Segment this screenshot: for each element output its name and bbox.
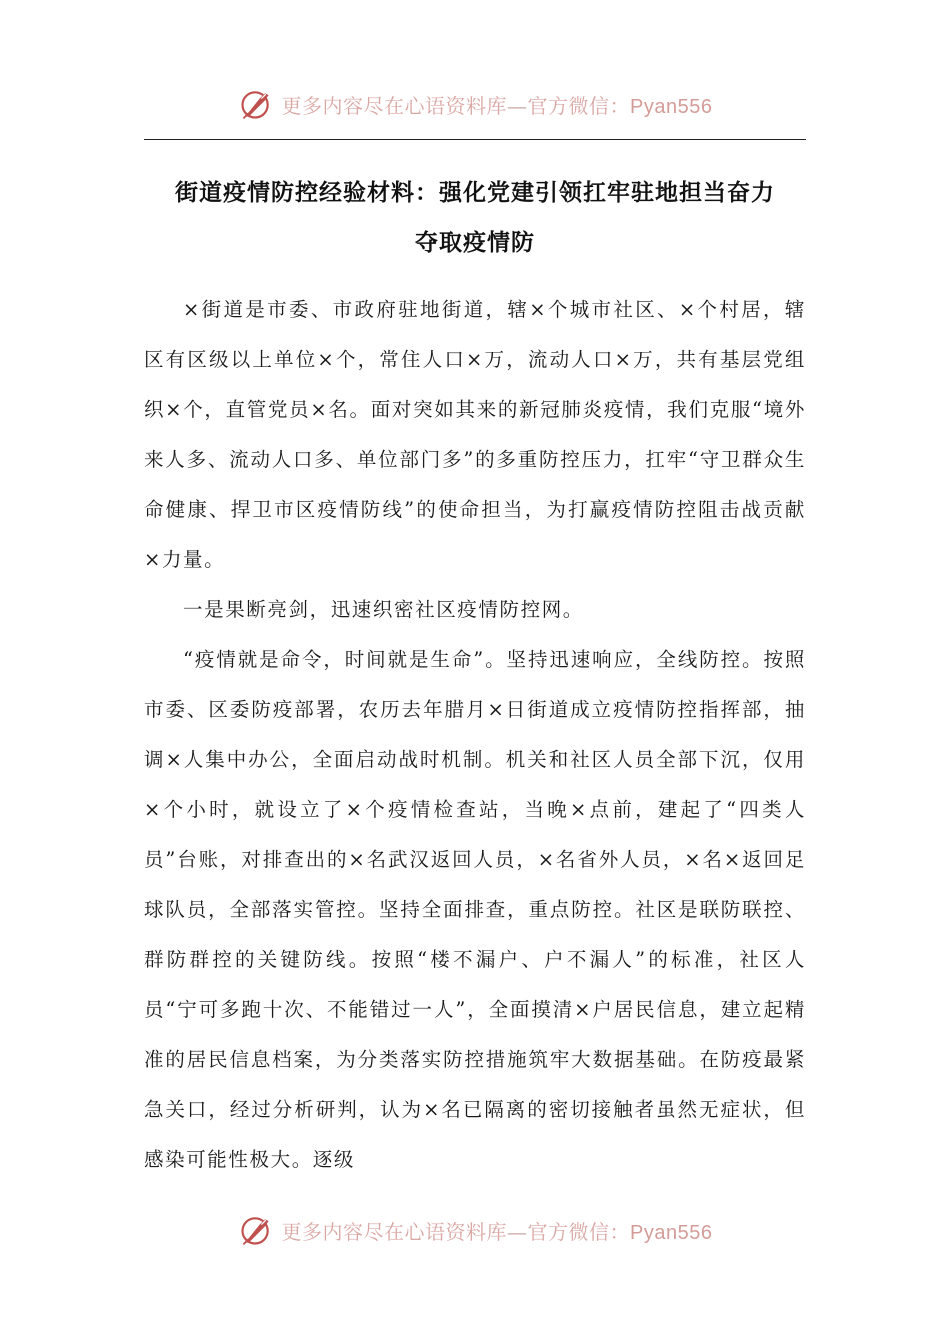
- document-body: [144, 285, 806, 1185]
- title-line-1: 街道疫情防控经验材料：强化党建引领扛牢驻地担当奋力: [175, 180, 775, 206]
- header-banner: [0, 82, 950, 126]
- header-rule: [144, 139, 806, 140]
- paragraph-intro: ×街道是市委、市政府驻地街道，辖×个城市社区、×个村居，辖区有区级以上单位×个，常住人口×万，流动人口×万，共有基层党组织×个，直管党员×名。面对突如其来的新冠肺炎疫情，我们克服“境外来人多、流动人口多、单位部门多”的多重防控压力，扛牢“守卫群众生命健康、捍卫市区疫情防线”的使命担当，为打赢疫情防控阻击战贡献×力量。: [144, 298, 806, 571]
- banner-main-text: 更多内容尽在心语资料库: [281, 93, 508, 118]
- title-line-2: 夺取疫情防: [415, 230, 535, 256]
- banner-separator: —: [507, 1219, 528, 1244]
- document-title: [144, 168, 806, 268]
- paragraph-main: “疫情就是命令，时间就是生命”。坚持迅速响应，全线防控。按照市委、区委防疫部署，农历去年腊月×日街道成立疫情防控指挥部，抽调×人集中办公，全面启动战时机制。机关和社区人员全部下沉，仅用×个小时，就设立了×个疫情检查站，当晚×点前，建起了“四类人员”台账，对排查出的×名武汉返回人员，×名省外人员，×名×返回足球队员，全部落实管控。坚持全面排查，重点防控。社区是联防联控、群防群控的关键防线。按照“楼不漏户、户不漏人”的标准，社区人员“宁可多跑十次、不能错过一人”，全面摸清×户居民信息，建立起精准的居民信息档案，为分类落实防控措施筑牢大数据基础。在防疫最紧急关口，经过分析研判，认为×名已隔离的密切接触者虽然无症状，但感染可能性极大。逐级: [144, 648, 806, 1171]
- banner-text: [282, 90, 713, 119]
- banner-text: [282, 1216, 713, 1245]
- banner-wechat-label: 官方微信：: [527, 93, 631, 118]
- banner-wechat-label: 官方微信：: [527, 1219, 631, 1244]
- pen-nib-logo-icon: [238, 86, 274, 122]
- pen-nib-logo-icon: [238, 1212, 274, 1248]
- paragraph-section-heading: 一是果断亮剑，迅速织密社区疫情防控网。: [183, 598, 584, 621]
- footer-banner: [0, 1208, 950, 1252]
- banner-main-text: 更多内容尽在心语资料库: [281, 1219, 508, 1244]
- banner-wechat-handle: Pyan556: [630, 95, 713, 118]
- banner-wechat-handle: Pyan556: [630, 1221, 713, 1244]
- banner-separator: —: [507, 93, 528, 118]
